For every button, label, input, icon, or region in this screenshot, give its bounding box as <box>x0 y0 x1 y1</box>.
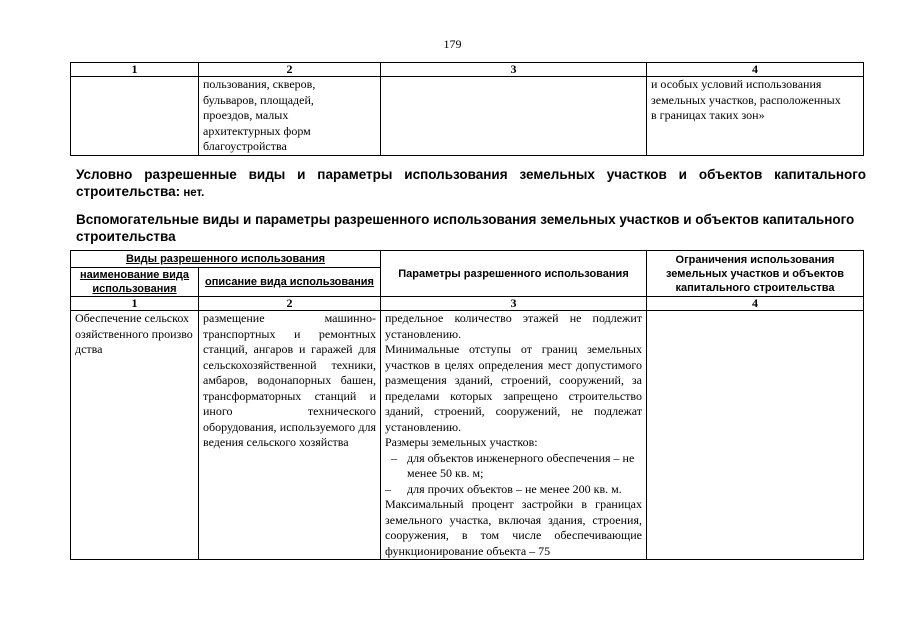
params-setbacks: Минимальные отступы от границ земельных участков в целях определения мест допустимого размещения зданий, строений, сооружений, за пределами которых запрещено строительство зданий, строений, сооружений, не подлежат установлению. <box>385 342 642 434</box>
params-size-item <box>385 451 642 482</box>
heading-tail: нет. <box>180 187 205 199</box>
column-number-row <box>71 63 864 77</box>
cell-col2 <box>199 77 381 156</box>
page-number: 179 <box>443 37 462 51</box>
heading-text: Условно разрешенные виды и параметры использования земельных участков и объектов капитального строительства: <box>76 167 866 199</box>
cell-col1 <box>71 77 199 156</box>
cell-col3 <box>381 77 647 156</box>
params-floors: предельное количество этажей не подлежит установлению. <box>385 311 642 341</box>
params-sizes-title: Размеры земельных участков: <box>385 435 538 449</box>
column-number: 4 <box>647 63 864 77</box>
header-params: Параметры разрешенного использования <box>381 251 647 297</box>
conditional-uses-heading <box>76 166 866 202</box>
table-row <box>71 311 864 560</box>
cell-line: проездов, малых <box>203 108 289 122</box>
dash-marker: – <box>391 450 397 465</box>
cell-line: и особых условий использования <box>651 77 822 91</box>
continued-table <box>70 62 864 156</box>
column-number: 1 <box>71 297 199 311</box>
use-description-cell: размещение машинно-транспортных и ремонтных станций, ангаров и гаражей для сельскохозяйственной техники, амбаров, водонапорных башен, трансформаторных станций и иного технического оборудования, используемого для ведения сельского хозяйства <box>199 311 381 560</box>
column-number: 1 <box>71 63 199 77</box>
column-number: 3 <box>381 297 647 311</box>
size-item-text: для прочих объектов – не менее 200 кв. м. <box>407 481 622 496</box>
column-number-row <box>71 297 864 311</box>
auxiliary-uses-heading: Вспомогательные виды и параметры разрешенного использования земельных участков и объектов капитального строительства <box>76 212 855 244</box>
column-number: 3 <box>381 63 647 77</box>
cell-line: земельных участков, расположенных <box>651 92 841 107</box>
table-header-row <box>71 251 864 268</box>
auxiliary-uses-table <box>70 250 864 560</box>
column-number: 2 <box>199 63 381 77</box>
cell-line: пользования, скверов, <box>203 77 316 91</box>
size-item-text: для объектов инженерного обеспечения – не менее 50 кв. м; <box>407 450 635 480</box>
column-number: 4 <box>647 297 864 311</box>
cell-line: благоустройства <box>203 139 287 153</box>
restrictions-cell <box>647 311 864 560</box>
header-restrictions: Ограничения использования земельных участков и объектов капитального строительства <box>647 251 864 297</box>
cell-line: архитектурных форм <box>203 123 311 138</box>
params-coverage: Максимальный процент застройки в границах земельного участка, включая здания, строения, сооружения, в том числе обеспечивающие функционирование объекта – 75 <box>385 497 642 558</box>
params-size-item <box>385 482 642 498</box>
header-permitted-uses: Виды разрешенного использования <box>71 251 381 268</box>
header-use-description: описание вида использования <box>199 268 381 297</box>
table-row <box>71 77 864 156</box>
cell-col4 <box>647 77 864 156</box>
cell-line: бульваров, площадей, <box>203 92 314 107</box>
params-cell <box>381 311 647 560</box>
column-number: 2 <box>199 297 381 311</box>
header-use-name: наименование вида использования <box>71 268 199 297</box>
cell-line: в границах таких зон» <box>651 108 765 122</box>
use-name-cell: Обеспечение сельскохозяйственного производства <box>71 311 199 560</box>
dash-marker: – <box>385 481 391 496</box>
